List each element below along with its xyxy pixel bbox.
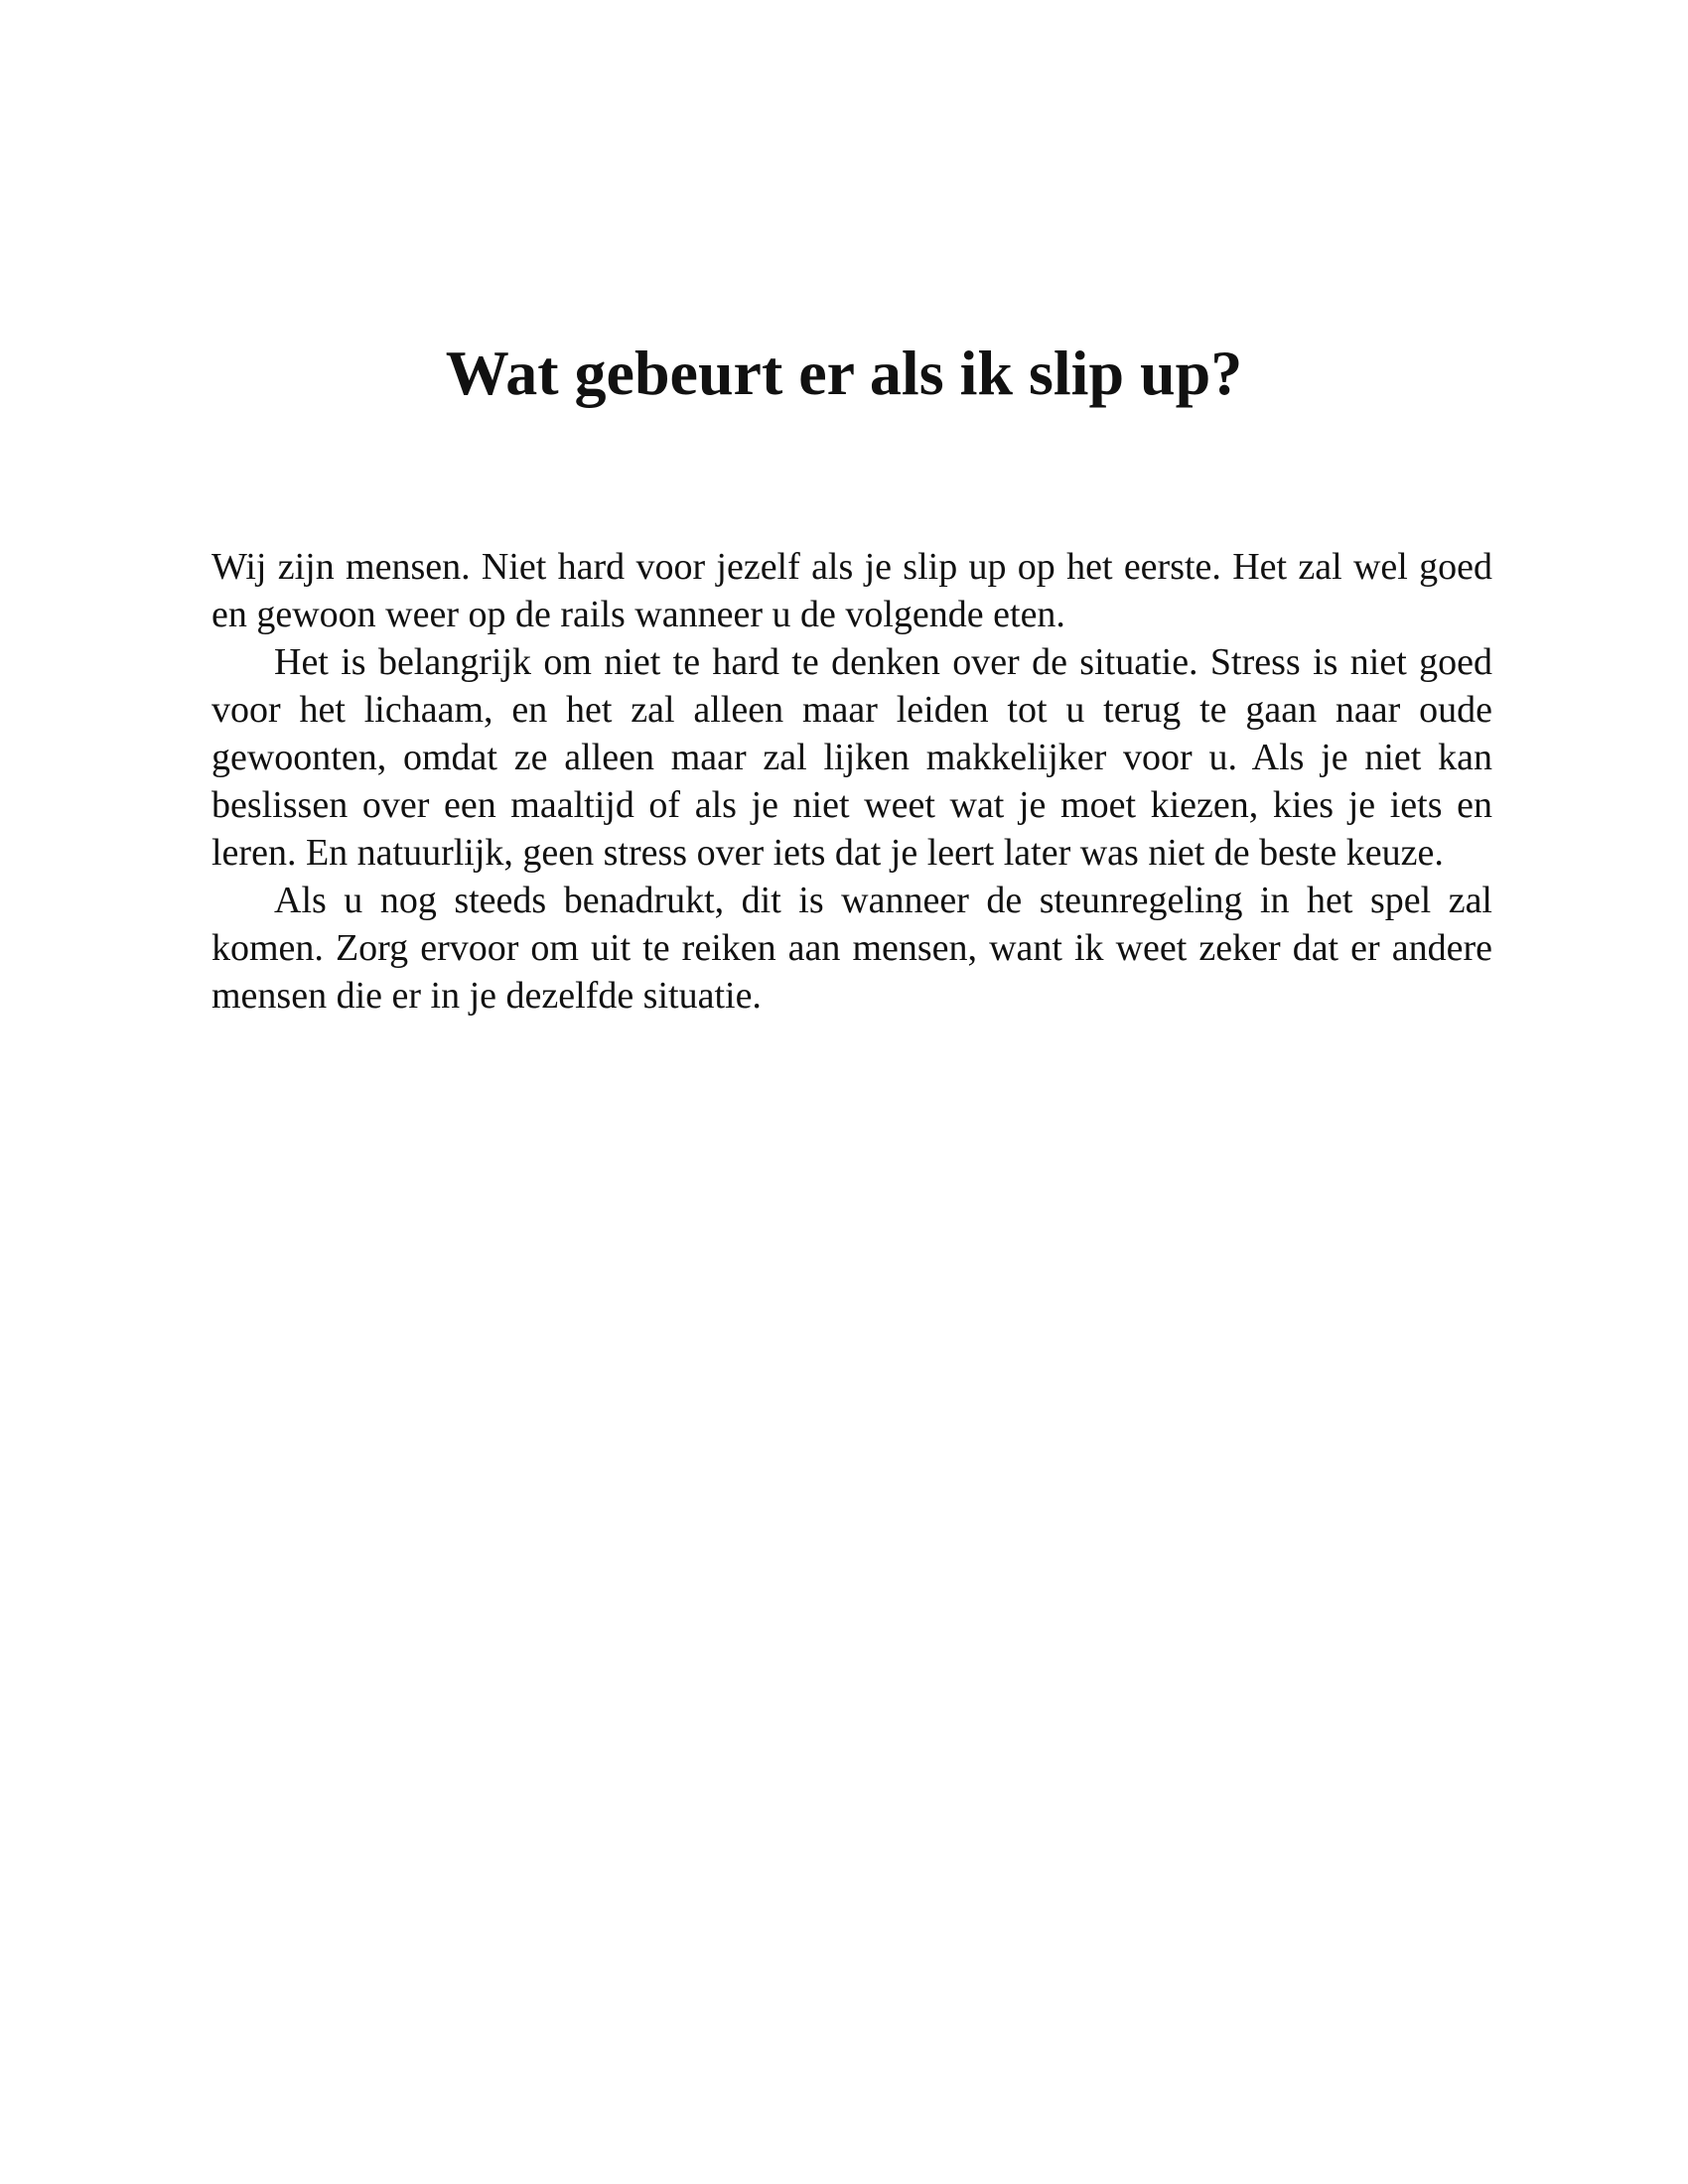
body-text (211, 543, 1492, 1020)
paragraph-2: Het is belangrijk om niet te hard te denken over de situatie. Stress is niet goed voor het lichaam, en het zal alleen maar leiden tot u terug te gaan naar oude gewoonten, omdat ze alleen maar zal lijken makkelijker voor u. Als je niet kan beslissen over een maaltijd of als je niet weet wat je moet kiezen, kies je iets en leren. En natuurlijk, geen stress over iets dat je leert later was niet de beste keuze. (211, 641, 1492, 874)
page-title: Wat gebeurt er als ik slip up? (445, 338, 1243, 408)
paragraph-1: Wij zijn mensen. Niet hard voor jezelf als je slip up op het eerste. Het zal wel goed en gewoon weer op de rails wanneer u de volgende eten. (211, 546, 1492, 635)
paragraph-3: Als u nog steeds benadrukt, dit is wanneer de steunregeling in het spel zal komen. Zorg ervoor om uit te reiken aan mensen, want ik weet zeker dat er andere mensen die er in je dezelfde situatie. (211, 880, 1492, 1017)
